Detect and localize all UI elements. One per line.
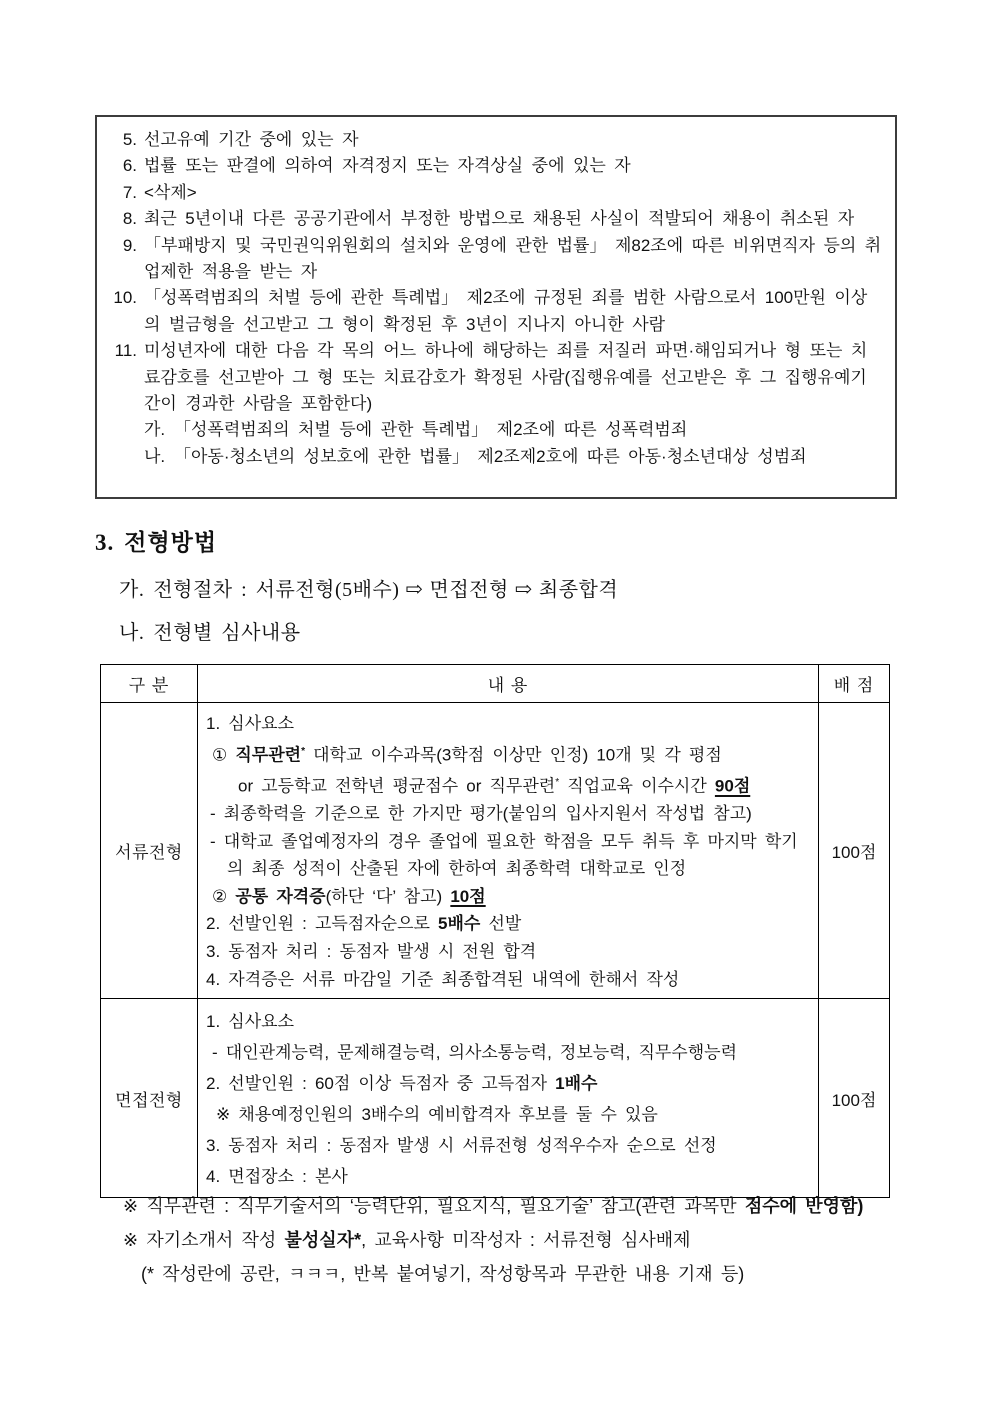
text-line — [206, 883, 810, 911]
list-item-number: 5. — [122, 130, 137, 149]
text-line — [206, 1068, 810, 1099]
text-segment: - 대학교 졸업예정자의 경우 졸업에 필요한 학점을 모두 취득 후 마지막 학기 — [210, 831, 798, 851]
text-segment: 1배수 — [555, 1074, 598, 1094]
text-line — [206, 800, 810, 828]
list-item-text: 「부패방지 및 국민권익위원회의 설치와 운영에 관한 법률」 제82조에 따른 비위면직자 등의 취업제한 적용을 받는 자 — [144, 235, 882, 282]
list-item — [105, 338, 883, 417]
text-line — [206, 910, 810, 938]
list-item-number: 6. — [122, 156, 137, 176]
text-segment: 4. 자격증은 서류 마감일 기준 최종합격된 내역에 한해서 작성 — [206, 969, 680, 989]
text-segment: ② — [212, 886, 236, 906]
list-item-text: 법률 또는 판결에 의하여 자격정지 또는 자격상실 중에 있는 자 — [144, 156, 631, 176]
procedure-line — [119, 573, 618, 602]
text-segment: 1. 심사요소 — [206, 714, 294, 733]
list-item-number: 11. — [114, 341, 137, 361]
text-segment: * — [555, 776, 560, 788]
list-item-text: 미성년자에 대한 다음 각 목의 어느 하나에 해당하는 죄를 저질러 파면·해임되거나 형 또는 치료감호를 선고받아 그 형 또는 치료감호가 확정된 사람(집행유예를 선고받은 후 그 집행유예기간이 경과한 사람을 포함한다) — [144, 341, 868, 414]
sub-list-item-text: 「아동·청소년의 성보호에 관한 법률」 제2조제2호에 따른 아동·청소년대상 성범죄 — [174, 446, 807, 466]
list-item-text: 최근 5년이내 다른 공공기관에서 부정한 방법으로 채용된 사실이 적발되어 채용이 취소된 자 — [144, 209, 855, 229]
text-line — [206, 1130, 810, 1161]
text-segment: ① — [212, 745, 236, 765]
list-item-number: 7. — [122, 182, 137, 202]
header-points: 배 점 — [819, 665, 890, 703]
sub-list-item — [144, 417, 883, 443]
text-segment: 2. 선발인원 : 고득점자순으로 — [206, 914, 439, 934]
disqualification-box — [95, 115, 897, 499]
text-segment: 3. 동점자 처리 : 동점자 발생 시 전원 합격 — [206, 942, 537, 962]
header-category: 구 분 — [101, 665, 198, 703]
text-segment: ※ 채용예정인원의 3배수의 예비합격자 후보를 둘 수 있음 — [216, 1105, 658, 1125]
list-item — [105, 206, 883, 232]
list-item-number: 8. — [122, 209, 137, 229]
table-row-document-screening — [101, 703, 890, 999]
text-segment: 최종합격 — [538, 579, 619, 601]
text-segment: (하단 ‘다’ 참고) — [325, 886, 451, 906]
text-segment: 5배수 — [438, 914, 481, 934]
text-line — [206, 769, 810, 800]
text-segment: - 최종학력을 기준으로 한 가지만 평가(붙임의 입사지원서 작성법 참고) — [210, 804, 752, 824]
selection-table — [100, 664, 890, 1198]
header-content: 내 용 — [198, 665, 819, 703]
right-arrow-icon: ⇨ — [514, 577, 533, 601]
text-line — [206, 738, 810, 769]
row-score: 100점 — [819, 703, 890, 999]
footnotes — [123, 1189, 863, 1291]
text-segment: , 교육사항 미작성자 : 서류전형 심사배제 — [361, 1230, 691, 1250]
text-segment: 의 최종 성적이 산출된 자에 한하여 최종학력 대학교로 인정 — [227, 859, 687, 879]
row-content — [198, 703, 819, 999]
list-item — [105, 180, 883, 206]
text-line — [206, 1161, 810, 1192]
text-segment: 직업교육 이수시간 — [559, 776, 715, 796]
text-line — [206, 938, 810, 966]
row-content — [198, 999, 819, 1198]
text-segment: 선발 — [480, 914, 522, 934]
procedure-label: 가. — [119, 579, 145, 601]
subsection-label: 나. — [119, 622, 145, 644]
subsection-heading — [119, 616, 301, 645]
list-item-text: 선고유예 기간 중에 있는 자 — [144, 130, 359, 149]
section-heading — [95, 524, 217, 557]
table-row-interview — [101, 999, 890, 1198]
text-line — [206, 828, 810, 856]
table-header-row — [101, 665, 890, 703]
text-line — [123, 1223, 863, 1257]
text-segment: 1. 심사요소 — [206, 1012, 294, 1032]
text-segment: 전형절차 : 서류전형(5배수) — [153, 579, 400, 601]
subsection-title: 전형별 심사내용 — [153, 622, 301, 644]
sub-list-item — [144, 444, 883, 470]
text-segment: - 대인관계능력, 문제해결능력, 의사소통능력, 정보능력, 직무수행능력 — [212, 1043, 737, 1063]
list-item — [105, 153, 883, 179]
text-line — [206, 855, 810, 883]
text-line — [206, 1037, 810, 1068]
text-segment: ※ 직무관련 : 직무기술서의 ‘능력단위, 필요지식, 필요기술’ 참고(관련 과목만 — [123, 1196, 745, 1216]
text-line — [206, 1099, 810, 1130]
text-line — [206, 710, 810, 738]
row-score: 100점 — [819, 999, 890, 1198]
row-label: 서류전형 — [101, 703, 198, 999]
list-item — [105, 285, 883, 338]
text-segment: (* 작성란에 공란, ㅋㅋㅋ, 반복 붙여넣기, 작성항목과 무관한 내용 기재 등) — [141, 1264, 745, 1284]
text-segment: 직무관련 — [235, 745, 302, 765]
sub-list-item-number: 나. — [144, 446, 166, 466]
text-line — [206, 966, 810, 994]
text-segment: 점수에 반영함) — [744, 1196, 864, 1216]
section-number: 3. — [95, 530, 115, 555]
row-label: 면접전형 — [101, 999, 198, 1198]
list-item-text: 「성폭력범죄의 처벌 등에 관한 특례법」 제2조에 규정된 죄를 범한 사람으로서 100만원 이상의 벌금형을 선고받고 그 형이 확정된 후 3년이 지나지 아니한 사람 — [144, 288, 868, 334]
text-line — [123, 1257, 863, 1291]
text-segment: 3. 동점자 처리 : 동점자 발생 시 서류전형 성적우수자 순으로 선정 — [206, 1136, 717, 1156]
list-item — [105, 127, 883, 153]
right-arrow-icon: ⇨ — [405, 577, 424, 601]
list-item-number: 9. — [122, 235, 137, 255]
text-segment: or 고등학교 전학년 평균점수 or 직무관련 — [238, 776, 556, 796]
text-line — [123, 1189, 863, 1223]
text-segment: 대학교 이수과목(3학점 이상만 인정) 10개 및 각 평점 — [305, 745, 722, 765]
list-item-number: 10. — [113, 288, 137, 308]
sub-list-item-text: 「성폭력범죄의 처벌 등에 관한 특례법」 제2조에 따른 성폭력범죄 — [174, 420, 688, 440]
text-segment: 2. 선발인원 : 60점 이상 득점자 중 고득점자 — [206, 1074, 556, 1094]
text-segment: 면접전형 — [429, 579, 509, 601]
list-item-text: <삭제> — [144, 182, 197, 202]
text-segment: 4. 면접장소 : 본사 — [206, 1167, 348, 1187]
text-segment: * — [301, 745, 306, 757]
text-segment: 불성실자* — [284, 1230, 362, 1250]
text-segment: ※ 자기소개서 작성 — [123, 1230, 285, 1250]
sub-list-item-number: 가. — [144, 420, 166, 440]
procedure-text — [153, 579, 618, 601]
list-item — [105, 233, 883, 286]
text-segment: 공통 자격증 — [235, 886, 326, 906]
text-segment: 90점 — [714, 776, 751, 796]
section-title: 전형방법 — [124, 530, 218, 555]
text-line — [206, 1006, 810, 1037]
text-segment: 10점 — [450, 886, 486, 906]
